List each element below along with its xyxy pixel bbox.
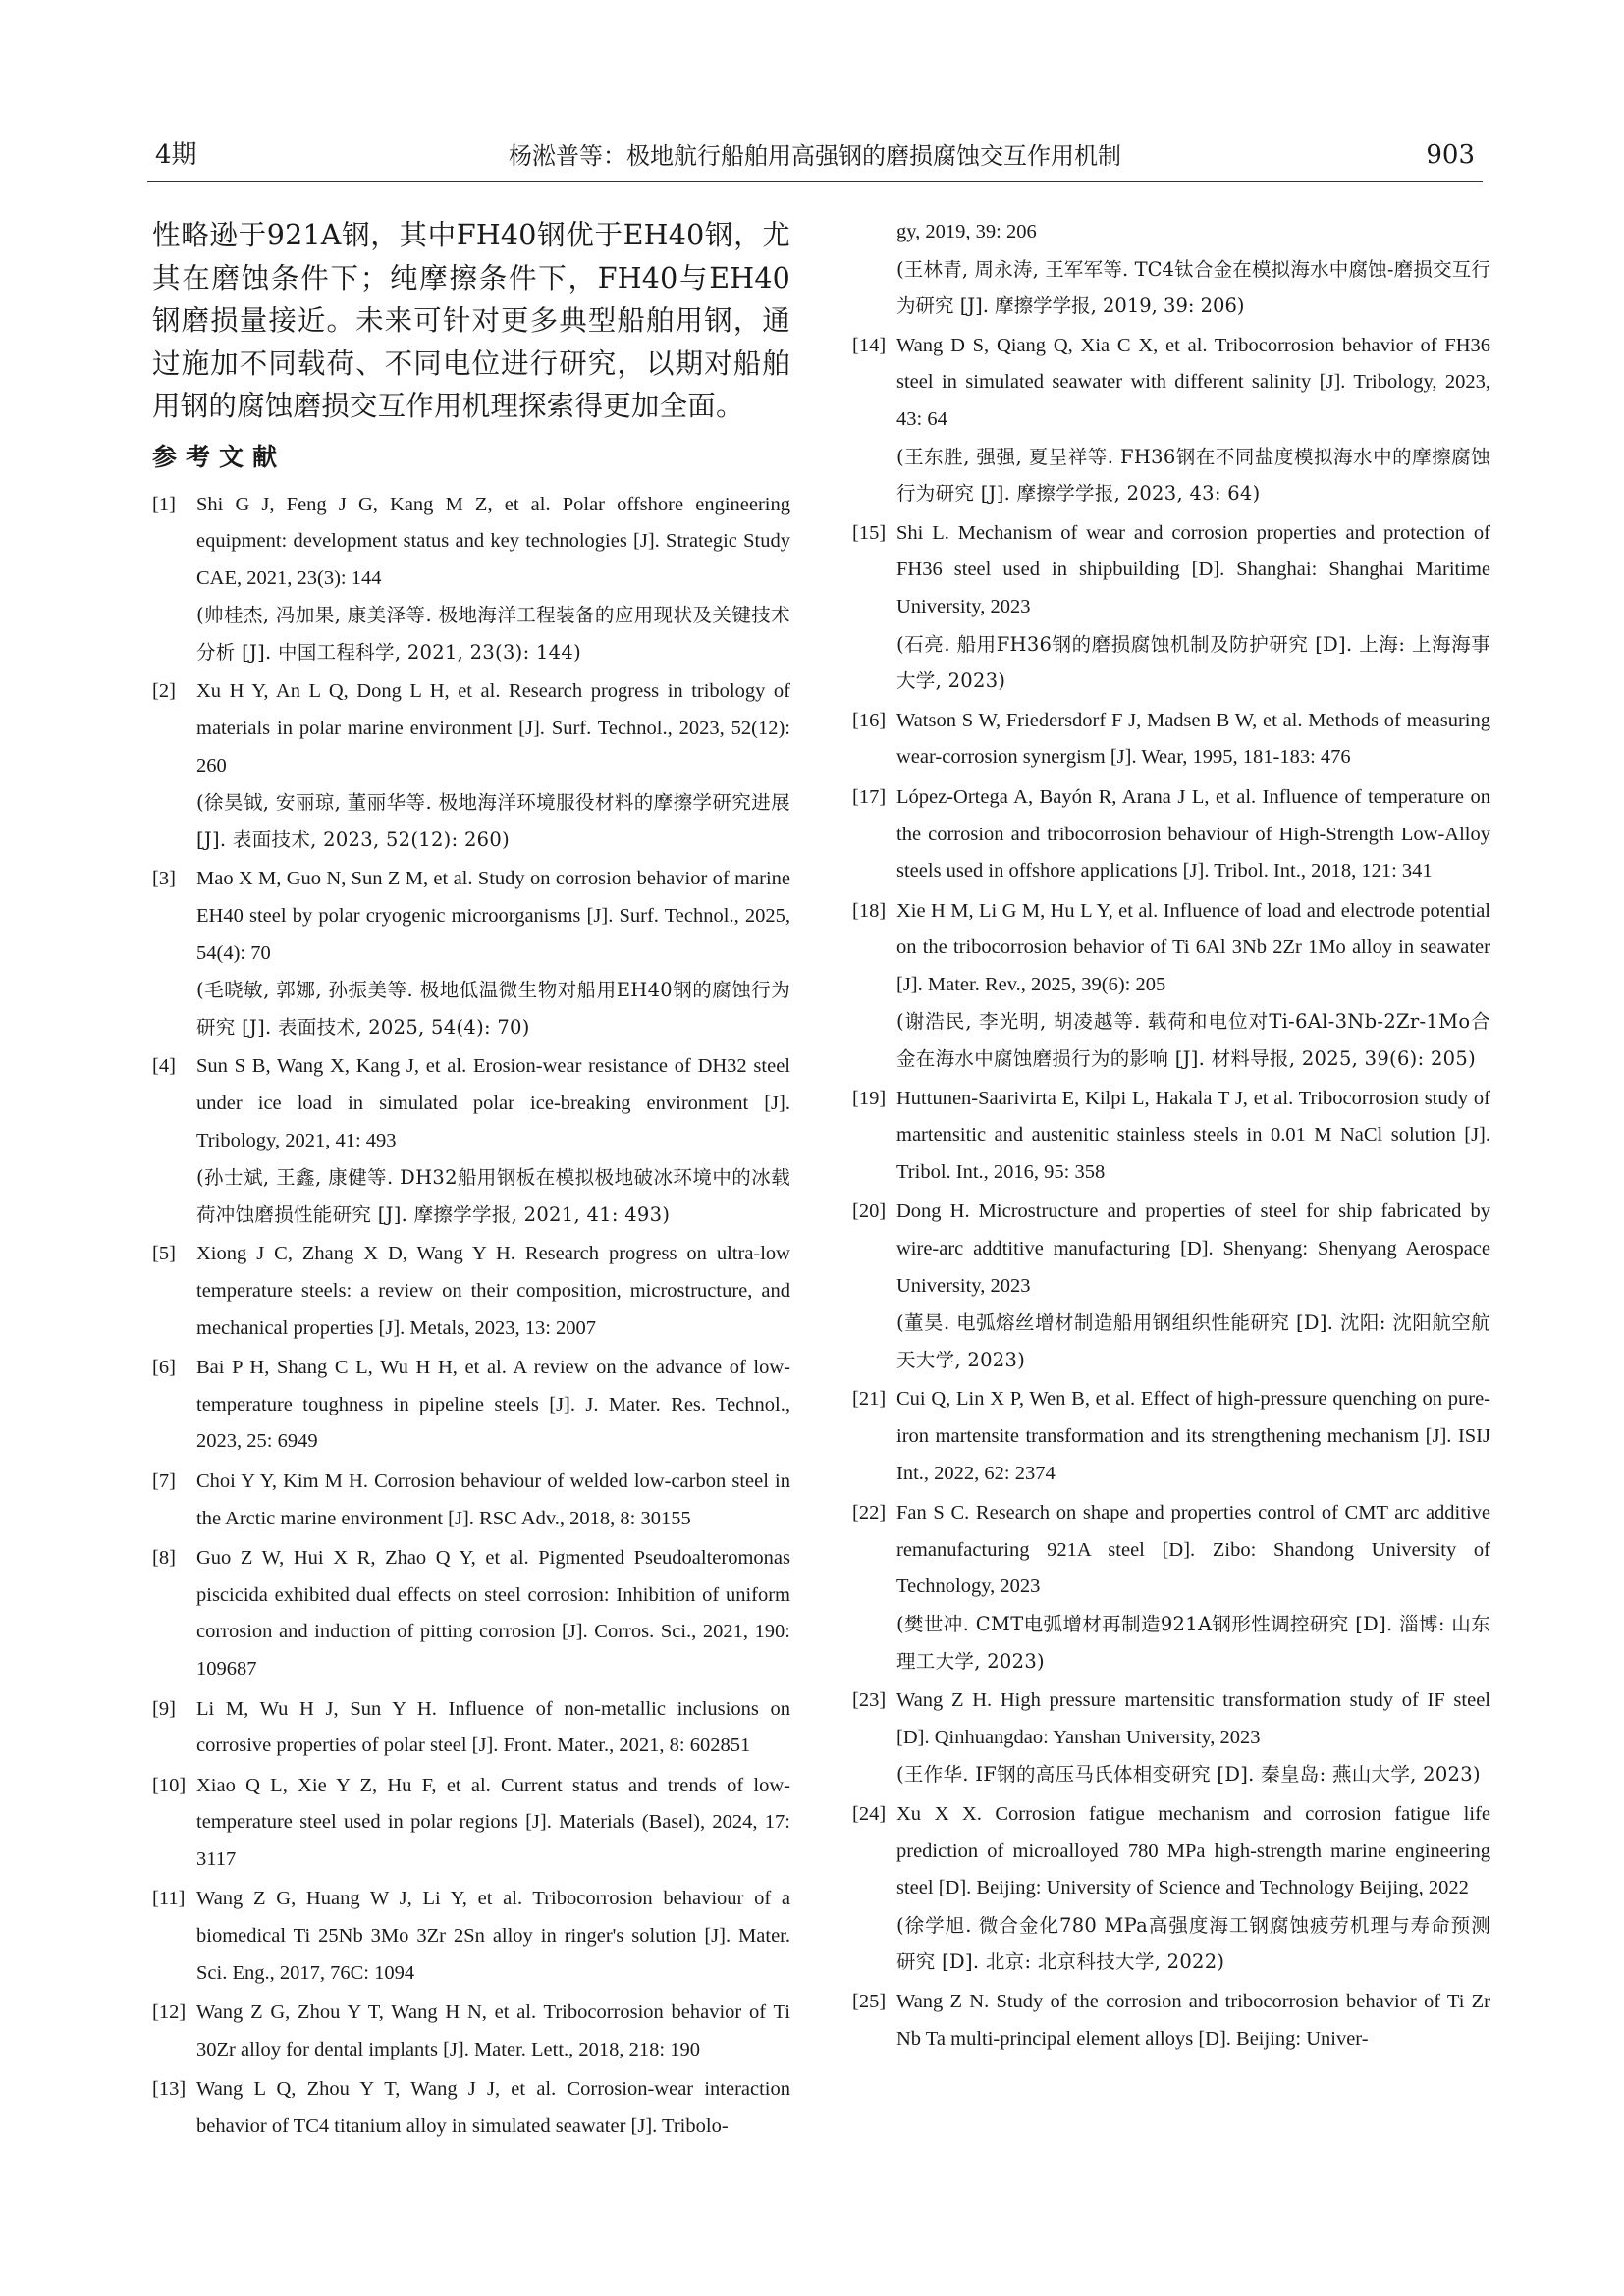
reference-number: [2] [152, 680, 176, 703]
reference-english: López-Ortega A, Bayón R, Arana J L, et al. Influence of temperature on the corrosion and tribocorrosion behaviour of High-Strength Low-Alloy steels used in offshore applications [J]. Tribol. Int., 2018, 121: 341 [896, 785, 1490, 882]
reference-number: [4] [152, 1055, 176, 1078]
reference-item [852, 1194, 1490, 1378]
reference-item [852, 1984, 1490, 2057]
reference-item [152, 1350, 790, 1461]
reference-item [152, 673, 790, 858]
reference-item [152, 1048, 790, 1233]
reference-english: Wang Z G, Huang W J, Li Y, et al. Tribocorrosion behaviour of a biomedical Ti 25Nb 3Mo 3Zr 2Sn alloy in ringer's solution [J]. Mater. Sci. Eng., 2017, 76C: 1094 [196, 1888, 790, 1984]
reference-chinese: (毛晓敏, 郭娜, 孙振美等. 极地低温微生物对船用EH40钢的腐蚀行为研究 [J]. 表面技术, 2025, 54(4): 70) [196, 979, 790, 1039]
reference-number: [7] [152, 1469, 176, 1492]
reference-item [152, 1464, 790, 1537]
reference-english: Sun S B, Wang X, Kang J, et al. Erosion-wear resistance of DH32 steel under ice load in simulated polar ice-breaking environment [J]. Tribology, 2021, 41: 493 [196, 1055, 790, 1151]
issue-number: 4期 [155, 140, 197, 170]
left-column [152, 214, 790, 2149]
reference-item [852, 1081, 1490, 1192]
reference-item [852, 779, 1490, 890]
reference-item [152, 861, 790, 1045]
reference-item [152, 1768, 790, 1879]
reference-number: [19] [852, 1087, 887, 1109]
reference-english: Wang D S, Qiang Q, Xia C X, et al. Tribocorrosion behavior of FH36 steel in simulated seawater with different salinity [J]. Tribology, 2023, 43: 64 [896, 334, 1490, 430]
reference-number: [15] [852, 521, 887, 544]
reference-number: [16] [852, 709, 887, 731]
reference-item [152, 1236, 790, 1347]
reference-english: Li M, Wu H J, Sun Y H. Influence of non-metallic inclusions on corrosive properties of polar steel [J]. Front. Mater., 2021, 8: 602851 [196, 1697, 790, 1757]
reference-english: Wang L Q, Zhou Y T, Wang J J, et al. Corrosion-wear interaction behavior of TC4 titanium alloy in simulated seawater [J]. Tribolo- [196, 2078, 790, 2138]
reference-item [852, 328, 1490, 512]
reference-item [852, 1796, 1490, 1981]
page-number: 903 [1426, 140, 1475, 170]
reference-chinese: (徐学旭. 微合金化780 MPa高强度海工钢腐蚀疲劳机理与寿命预测研究 [D]. 北京: 北京科技大学, 2022) [896, 1913, 1490, 1974]
reference-english: Wang Z G, Zhou Y T, Wang H N, et al. Tribocorrosion behavior of Ti 30Zr alloy for dental implants [J]. Mater. Lett., 2018, 218: 190 [196, 2002, 790, 2060]
reference-english: Dong H. Microstructure and properties of steel for ship fabricated by wire-arc addtitive manufacturing [D]. Shenyang: Shenyang Aerospace University, 2023 [896, 1201, 1490, 1297]
reference-chinese: (徐昊钺, 安丽琼, 董丽华等. 极地海洋环境服役材料的摩擦学研究进展 [J]. 表面技术, 2023, 52(12): 260) [196, 791, 790, 851]
reference-english: Huttunen-Saarivirta E, Kilpi L, Hakala T J, et al. Tribocorrosion study of martensitic and austenitic stainless steels in 0.01 M NaCl solution [J]. Tribol. Int., 2016, 95: 358 [896, 1087, 1490, 1183]
reference-item [852, 1495, 1490, 1680]
reference-number: [25] [852, 1990, 887, 2012]
reference-number: [12] [152, 2002, 187, 2024]
reference-chinese: (樊世冲. CMT电弧增材再制造921A钢形性调控研究 [D]. 淄博: 山东理工大学, 2023) [896, 1612, 1490, 1673]
reference-chinese: (孙士斌, 王鑫, 康健等. DH32船用钢板在模拟极地破冰环境中的冰载荷冲蚀磨损性能研究 [J]. 摩擦学学报, 2021, 41: 493) [196, 1166, 790, 1226]
running-title: 杨淞普等：极地航行船舶用高强钢的磨损腐蚀交互作用机制 [509, 142, 1121, 170]
reference-13-continuation [852, 214, 1490, 325]
reference-number: [5] [152, 1243, 176, 1265]
reference-english: Mao X M, Guo N, Sun Z M, et al. Study on corrosion behavior of marine EH40 steel by polar cryogenic microorganisms [J]. Surf. Technol., 2025, 54(4): 70 [196, 868, 790, 964]
running-header [147, 137, 1483, 182]
references-list-right [852, 328, 1490, 2057]
conclusion-paragraph: 性略逊于921A钢，其中FH40钢优于EH40钢，尤其在磨蚀条件下；纯摩擦条件下，FH40与EH40钢磨损量接近。未来可针对更多典型船舶用钢，通过施加不同载荷、不同电位进行研究，以期对船舶用钢的腐蚀磨损交互作用机理探索得更加全面。 [152, 219, 790, 422]
reference-number: [24] [852, 1802, 887, 1825]
reference-number: [9] [152, 1697, 176, 1720]
reference-chinese: (石亮. 船用FH36钢的磨损腐蚀机制及防护研究 [D]. 上海: 上海海事大学, 2023) [896, 632, 1490, 693]
reference-number: [22] [852, 1502, 887, 1524]
reference-item [152, 2071, 790, 2145]
right-column [852, 214, 1490, 2060]
reference-english: Choi Y Y, Kim M H. Corrosion behaviour of welded low-carbon steel in the Arctic marine environment [J]. RSC Adv., 2018, 8: 30155 [196, 1469, 790, 1529]
reference-chinese: (谢浩民, 李光明, 胡凌越等. 载荷和电位对Ti-6Al-3Nb-2Zr-1Mo合金在海水中腐蚀磨损行为的影响 [J]. 材料导报, 2025, 39(6): 205) [896, 1010, 1490, 1071]
reference-number: [1] [152, 493, 176, 515]
reference-item [152, 1540, 790, 1687]
reference-item [152, 1691, 790, 1765]
reference-item [852, 515, 1490, 700]
reference-english: Watson S W, Friedersdorf F J, Madsen B W, et al. Methods of measuring wear-corrosion synergism [J]. Wear, 1995, 181-183: 476 [896, 709, 1490, 769]
reference-item [152, 487, 790, 671]
reference-english: Xu X X. Corrosion fatigue mechanism and corrosion fatigue life prediction of microalloyed 780 MPa high-strength marine engineering steel [D]. Beijing: University of Science and Technology Beijing, 2022 [896, 1802, 1490, 1899]
reference-english: Xiong J C, Zhang X D, Wang Y H. Research progress on ultra-low temperature steels: a review on their composition, microstructure, and mechanical properties [J]. Metals, 2023, 13: 2007 [196, 1243, 790, 1339]
reference-number: [8] [152, 1547, 176, 1570]
reference-13-continuation-zh: (王林青, 周永涛, 王军军等. TC4钛合金在模拟海水中腐蚀-磨损交互行为研究 [J]. 摩擦学学报, 2019, 39: 206) [896, 257, 1490, 318]
reference-number: [11] [152, 1888, 186, 1910]
reference-chinese: (王作华. IF钢的高压马氏体相变研究 [D]. 秦皇岛: 燕山大学, 2023) [896, 1763, 1481, 1787]
reference-number: [20] [852, 1201, 887, 1223]
reference-item [152, 1995, 790, 2068]
reference-item [852, 1682, 1490, 1793]
reference-item [852, 703, 1490, 776]
reference-english: Bai P H, Shang C L, Wu H H, et al. A review on the advance of low-temperature toughness in pipeline steels [J]. J. Mater. Res. Technol., 2023, 25: 6949 [196, 1357, 790, 1453]
references-heading: 参考文献 [152, 442, 287, 471]
reference-number: [6] [152, 1357, 176, 1379]
reference-number: [21] [852, 1388, 887, 1411]
reference-number: [23] [852, 1689, 887, 1712]
reference-english: Cui Q, Lin X P, Wen B, et al. Effect of high-pressure quenching on pure-iron martensite transformation and its strengthening mechanism [J]. ISIJ Int., 2022, 62: 2374 [896, 1388, 1490, 1484]
reference-english: Wang Z H. High pressure martensitic transformation study of IF steel [D]. Qinhuangdao: Yanshan University, 2023 [896, 1689, 1490, 1748]
reference-13-continuation-en: gy, 2019, 39: 206 [896, 221, 1037, 242]
reference-number: [3] [152, 868, 176, 890]
reference-number: [10] [152, 1774, 187, 1796]
reference-english: Guo Z W, Hui X R, Zhao Q Y, et al. Pigmented Pseudoalteromonas piscicida exhibited dual effects on steel corrosion: Inhibition of uniform corrosion and induction of pitting corrosion [J]. Corros. Sci., 2021, 190: 109687 [196, 1547, 790, 1680]
reference-item [152, 1881, 790, 1992]
reference-english: Xie H M, Li G M, Hu L Y, et al. Influence of load and electrode potential on the tribocorrosion behavior of Ti 6Al 3Nb 2Zr 1Mo alloy in seawater [J]. Mater. Rev., 2025, 39(6): 205 [896, 899, 1490, 995]
reference-chinese: (帅桂杰, 冯加果, 康美泽等. 极地海洋工程装备的应用现状及关键技术分析 [J]. 中国工程科学, 2021, 23(3): 144) [196, 604, 790, 664]
reference-chinese: (王东胜, 强强, 夏呈祥等. FH36钢在不同盐度模拟海水中的摩擦腐蚀行为研究 [J]. 摩擦学学报, 2023, 43: 64) [896, 445, 1490, 506]
reference-number: [13] [152, 2078, 187, 2101]
reference-number: [17] [852, 785, 887, 808]
reference-english: Xiao Q L, Xie Y Z, Hu F, et al. Current status and trends of low-temperature steel used in polar regions [J]. Materials (Basel), 2024, 17: 3117 [196, 1774, 790, 1870]
reference-english: Wang Z N. Study of the corrosion and tribocorrosion behavior of Ti Zr Nb Ta multi-principal element alloys [D]. Beijing: Univer- [896, 1990, 1490, 2050]
references-list-left [152, 487, 790, 2146]
reference-item [852, 1381, 1490, 1492]
reference-number: [14] [852, 334, 887, 356]
reference-english: Fan S C. Research on shape and properties control of CMT arc additive remanufacturing 921A steel [D]. Zibo: Shandong University of Technology, 2023 [896, 1502, 1490, 1598]
reference-chinese: (董昊. 电弧熔丝增材制造船用钢组织性能研究 [D]. 沈阳: 沈阳航空航天大学, 2023) [896, 1311, 1490, 1371]
reference-english: Shi L. Mechanism of wear and corrosion properties and protection of FH36 steel used in shipbuilding [D]. Shanghai: Shanghai Maritime University, 2023 [896, 521, 1490, 617]
reference-number: [18] [852, 899, 887, 922]
reference-english: Xu H Y, An L Q, Dong L H, et al. Research progress in tribology of materials in polar marine environment [J]. Surf. Technol., 2023, 52(12): 260 [196, 680, 790, 776]
reference-english: Shi G J, Feng J G, Kang M Z, et al. Polar offshore engineering equipment: development status and key technologies [J]. Strategic Study CAE, 2021, 23(3): 144 [196, 493, 790, 589]
reference-item [852, 893, 1490, 1078]
